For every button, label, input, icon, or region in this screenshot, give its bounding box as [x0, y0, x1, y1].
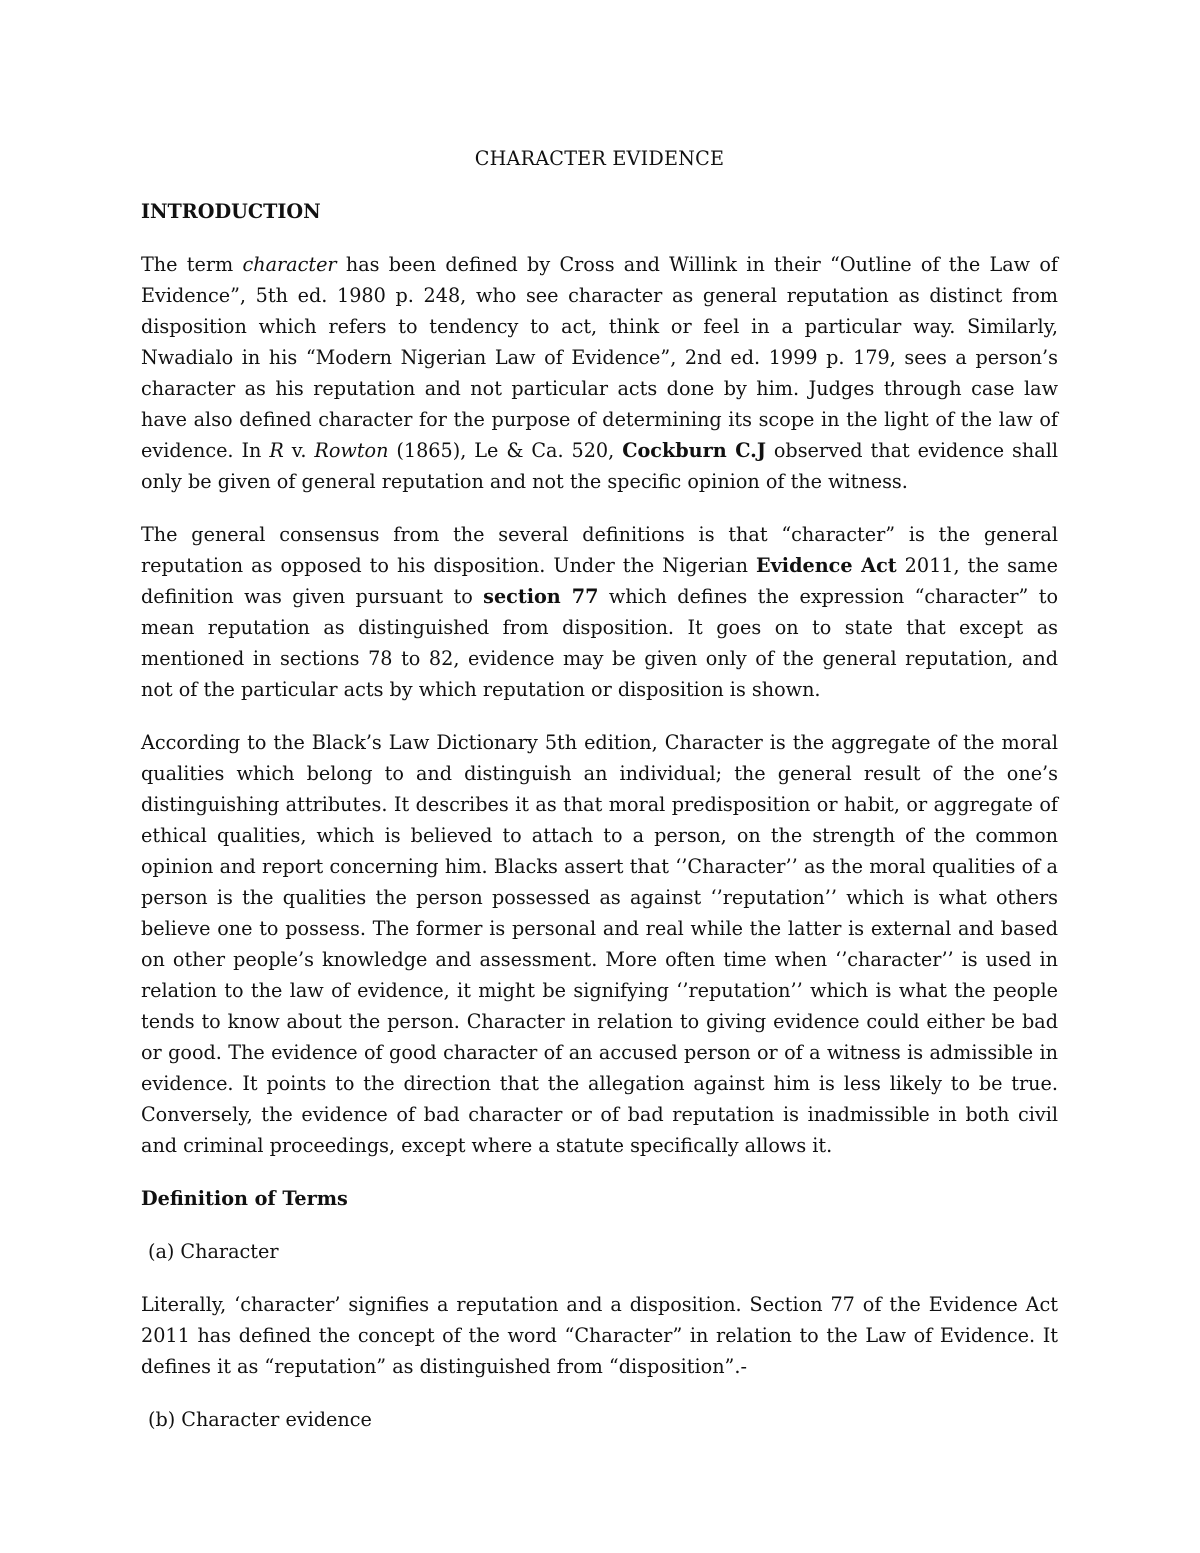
definition-item-a: [141, 1236, 1058, 1267]
para1-text-5: observed that evidence shall only be given of general reputation and not the specific opinion of the witness.: [141, 439, 1058, 493]
para1-case-rowton: Rowton: [314, 439, 389, 462]
introduction-paragraph-2: [141, 519, 1058, 705]
para1-text-2: has been defined by Cross and Willink in their “Outline of the Law of Evidence”, 5th ed. 1980 p. 248, who see character as general reputation as distinct from disposition which refers to tendency to act, think or feel in a particular way. Similarly, Nwadialo in his “Modern Nigerian Law of Evidence”, 2nd ed. 1999 p. 179, sees a person’s character as his reputation and not particular acts done by him. Judges through case law have also defined character for the purpose of determining its scope in the light of the law of evidence. In: [141, 253, 1058, 462]
item-a-text: Character: [180, 1240, 279, 1263]
para2-evidence-act: Evidence Act: [756, 554, 897, 577]
para1-text-4: (1865), Le & Ca. 520,: [388, 439, 623, 462]
para1-judge-name: Cockburn C.J: [622, 439, 766, 462]
document-title: CHARACTER EVIDENCE: [474, 147, 725, 170]
para1-case-r: R: [269, 439, 284, 462]
para1-character-term: character: [242, 253, 337, 276]
definition-paragraph-character: Literally, ‘character’ signifies a reputation and a disposition. Section 77 of the Evidence Act 2011 has defined the concept of the word “Character” in relation to the Law of Evidence. It defines it as “reputation” as distinguished from “disposition”.-: [141, 1293, 1058, 1378]
item-b-label: (b): [148, 1408, 176, 1431]
para2-text-1: The general consensus from the several definitions is that “character” is the general reputation as opposed to his disposition. Under the Nigerian: [141, 523, 1058, 577]
para2-text-2: 2011, the same definition was given pursuant to: [141, 554, 1058, 608]
item-a-label: (a): [148, 1240, 175, 1263]
introduction-paragraph-1: [141, 249, 1058, 497]
para1-text-3: v.: [283, 439, 315, 462]
definition-item-b: [141, 1404, 1058, 1435]
definitions-heading: Definition of Terms: [141, 1187, 348, 1210]
item-b-text: Character evidence: [181, 1408, 372, 1431]
para2-text-3: which defines the expression “character” to mean reputation as distinguished from disposition. It goes on to state that except as mentioned in sections 78 to 82, evidence may be given only of the general reputation, and not of the particular acts by which reputation or disposition is shown.: [141, 585, 1059, 701]
para2-section-77: section 77: [483, 585, 599, 608]
introduction-paragraph-3: According to the Black’s Law Dictionary 5th edition, Character is the aggregate of the moral qualities which belong to and distinguish an individual; the general result of the one’s distinguishing attributes. It describes it as that moral predisposition or habit, or aggregate of ethical qualities, which is believed to attach to a person, on the strength of the common opinion and report concerning him. Blacks assert that ‘’Character’’ as the moral qualities of a person is the qualities the person possessed as against ‘’reputation’’ which is what others believe one to possess. The former is personal and real while the latter is external and based on other people’s knowledge and assessment. More often time when ‘’character’’ is used in relation to the law of evidence, it might be signifying ‘’reputation’’ which is what the people tends to know about the person. Character in relation to giving evidence could either be bad or good. The evidence of good character of an accused person or of a witness is admissible in evidence. It points to the direction that the allegation against him is less likely to be true. Conversely, the evidence of bad character or of bad reputation is inadmissible in both civil and criminal proceedings, except where a statute specifically allows it.: [141, 731, 1058, 1157]
introduction-heading: INTRODUCTION: [141, 200, 321, 223]
para1-text-1: The term: [141, 253, 243, 276]
document-body: [141, 143, 1058, 1457]
